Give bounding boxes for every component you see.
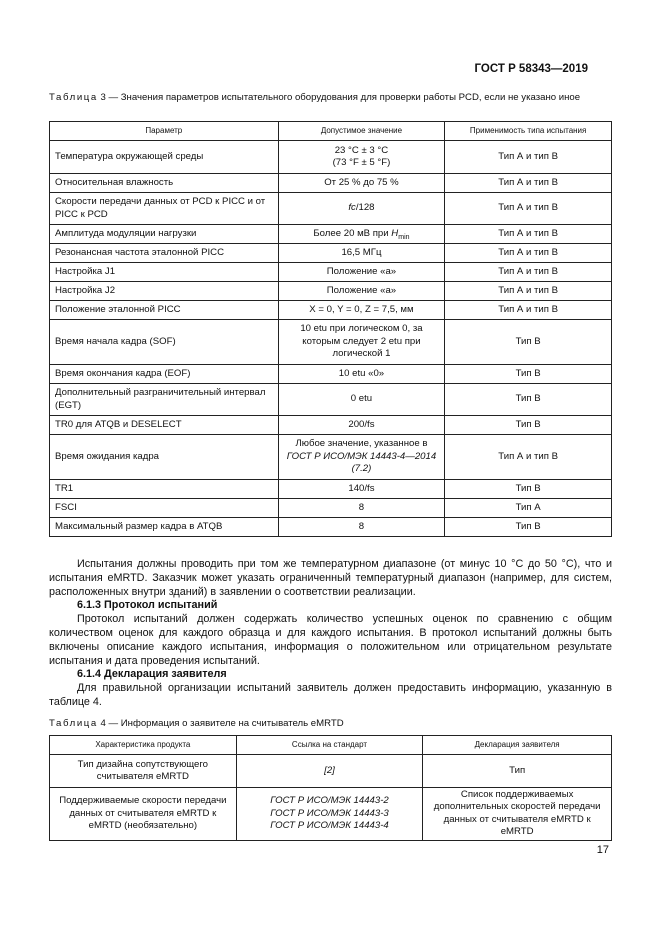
param-cell: Дополнительный разграничительный интервал (EGT)	[50, 384, 279, 416]
table-row	[50, 174, 612, 193]
characteristic-cell: Поддерживаемые скорости передачи данных от считывателя eMRTD к eMRTD (необязательно)	[50, 788, 237, 841]
table3-caption-label: Таблица	[49, 92, 98, 103]
column-header: Характеристика продукта	[50, 736, 237, 755]
value-cell: От 25 % до 75 %	[278, 174, 445, 193]
body-text	[49, 558, 612, 710]
section-heading-6-1-3: 6.1.3 Протокол испытаний	[77, 599, 218, 612]
param-cell: Скорости передачи данных от PCD к PICC и от PICC к PCD	[50, 193, 279, 225]
param-cell: Резонансная частота эталонной PICC	[50, 244, 279, 263]
value-cell: 16,5 МГц	[278, 244, 445, 263]
type-cell: Тип А и тип В	[445, 263, 612, 282]
table-row	[50, 384, 612, 416]
table-row	[50, 788, 612, 841]
table3-caption	[49, 92, 612, 104]
standard-reference: ГОСТ Р ИСО/МЭК 14443-4	[270, 820, 389, 832]
value-cell	[278, 435, 445, 480]
table3-header-row	[50, 122, 612, 141]
type-cell: Тип В	[445, 384, 612, 416]
value-cell: 10 etu «0»	[278, 365, 445, 384]
param-cell: Время окончания кадра (EOF)	[50, 365, 279, 384]
table-row	[50, 301, 612, 320]
value-cell: Положение «a»	[278, 282, 445, 301]
value-line: (73 °F ± 5 °F)	[332, 157, 391, 168]
type-cell: Тип А и тип В	[445, 225, 612, 244]
table4-caption-text: 4 — Информация о заявителе на считыватель eMRTD	[97, 718, 344, 729]
value-cell: Положение «a»	[278, 263, 445, 282]
column-header: Допустимое значение	[278, 122, 445, 141]
param-cell: Настройка J1	[50, 263, 279, 282]
param-cell: TR0 для ATQB и DESELECT	[50, 416, 279, 435]
table-row	[50, 416, 612, 435]
table-row	[50, 141, 612, 174]
column-header: Декларация заявителя	[423, 736, 612, 755]
column-header: Применимость типа испытания	[445, 122, 612, 141]
value-cell: 8	[278, 499, 445, 518]
page-number: 17	[596, 844, 609, 856]
table3	[49, 121, 612, 537]
paragraph: Протокол испытаний должен содержать количество успешных оценок по сравнению с общим количеством оценок для каждого образца и для каждого испытания. В протокол испытаний должны быть включены описание каждого испытания, информация о положительном или отрицательном результате испытания и дата проведения испытаний.	[49, 613, 612, 667]
type-cell: Тип В	[445, 365, 612, 384]
type-cell: Тип А	[445, 499, 612, 518]
value-text: /128	[355, 202, 375, 214]
param-cell: Максимальный размер кадра в ATQB	[50, 518, 279, 537]
value-cell: 200/fs	[278, 416, 445, 435]
param-cell: Время начала кадра (SOF)	[50, 320, 279, 365]
type-cell: Тип В	[445, 518, 612, 537]
value-line: 23 °C ± 3 °C	[334, 144, 389, 156]
paragraph: Для правильной организации испытаний заявитель должен предоставить информацию, указанную в таблице 4.	[49, 682, 612, 708]
type-cell: Тип А и тип В	[445, 244, 612, 263]
value-text: Любое значение, указанное в	[295, 438, 428, 450]
table-row	[50, 282, 612, 301]
param-cell: Относительная влажность	[50, 174, 279, 193]
table4-header-row	[50, 736, 612, 755]
value-cell: 0 etu	[278, 384, 445, 416]
table4-caption	[49, 718, 612, 730]
param-cell: Температура окружающей среды	[50, 141, 279, 174]
reference-cell	[236, 788, 423, 841]
document-code: ГОСТ Р 58343—2019	[474, 63, 588, 75]
type-cell: Тип В	[445, 480, 612, 499]
declaration-cell: Тип	[423, 755, 612, 788]
param-cell: Положение эталонной PICC	[50, 301, 279, 320]
table-row	[50, 193, 612, 225]
table-row	[50, 365, 612, 384]
value-italic: fc	[348, 202, 356, 214]
table-row	[50, 499, 612, 518]
value-subscript: min	[398, 233, 410, 241]
param-cell: TR1	[50, 480, 279, 499]
value-italic: H	[391, 227, 399, 239]
value-cell	[278, 193, 445, 225]
value-cell	[278, 141, 445, 174]
reference-cell: [2]	[236, 755, 423, 788]
type-cell: Тип А и тип В	[445, 301, 612, 320]
value-cell: X = 0, Y = 0, Z = 7,5, мм	[278, 301, 445, 320]
value-text: Более 20 мВ при	[313, 227, 392, 239]
standard-reference: ГОСТ Р ИСО/МЭК 14443-3	[270, 807, 389, 819]
param-cell: Амплитуда модуляции нагрузки	[50, 225, 279, 244]
type-cell: Тип А и тип В	[445, 174, 612, 193]
table-row	[50, 225, 612, 244]
value-cell: 10 etu при логическом 0, за которым следует 2 etu при логической 1	[278, 320, 445, 365]
table-row	[50, 263, 612, 282]
table-row	[50, 518, 612, 537]
table-row	[50, 435, 612, 480]
paragraph: Испытания должны проводить при том же температурном диапазоне (от минус 10 °C до 50 °C), что и испытания eMRTD. Заказчик может указать ограниченный температурный диапазон (например, для систем, расположенных внутри зданий) в заявлении о соответствии реализации.	[49, 558, 612, 598]
table-row	[50, 320, 612, 365]
type-cell: Тип А и тип В	[445, 282, 612, 301]
type-cell: Тип А и тип В	[445, 435, 612, 480]
table4	[49, 735, 612, 841]
type-cell: Тип В	[445, 320, 612, 365]
declaration-cell: Список поддерживаемых дополнительных скоростей передачи данных от считывателя eMRTD к eMRTD	[423, 788, 612, 841]
standard-reference: ГОСТ Р ИСО/МЭК 14443-4—2014 (7.2)	[286, 450, 437, 475]
column-header: Параметр	[50, 122, 279, 141]
table-row	[50, 755, 612, 788]
characteristic-cell: Тип дизайна сопутствующего считывателя eMRTD	[50, 755, 237, 788]
type-cell: Тип А и тип В	[445, 141, 612, 174]
table-row	[50, 480, 612, 499]
table4-caption-label: Таблица	[49, 718, 98, 729]
table-row	[50, 244, 612, 263]
section-heading-6-1-4: 6.1.4 Декларация заявителя	[77, 668, 227, 681]
param-cell: Настройка J2	[50, 282, 279, 301]
value-cell: 140/fs	[278, 480, 445, 499]
value-cell: 8	[278, 518, 445, 537]
type-cell: Тип В	[445, 416, 612, 435]
standard-reference: ГОСТ Р ИСО/МЭК 14443-2	[270, 795, 389, 807]
table3-caption-text: 3 — Значения параметров испытательного оборудования для проверки работы PCD, если не указано иное	[97, 92, 581, 103]
column-header: Ссылка на стандарт	[236, 736, 423, 755]
param-cell: FSCI	[50, 499, 279, 518]
param-cell: Время ожидания кадра	[50, 435, 279, 480]
value-cell	[278, 225, 445, 244]
type-cell: Тип А и тип В	[445, 193, 612, 225]
